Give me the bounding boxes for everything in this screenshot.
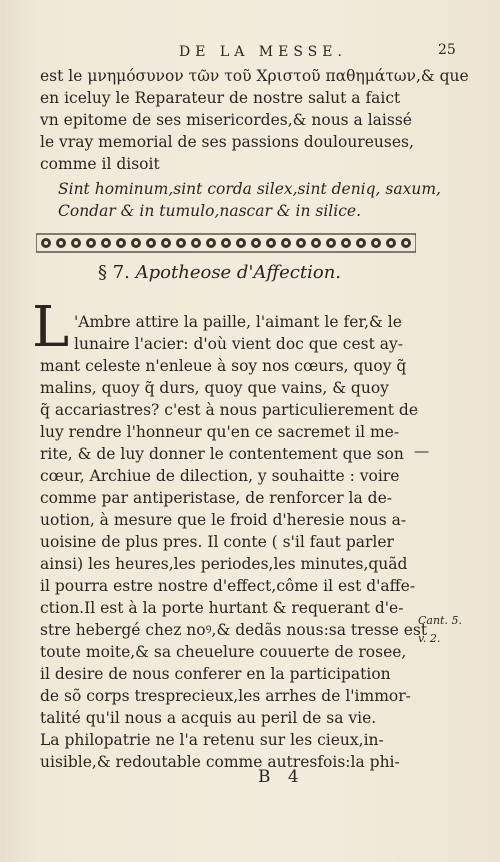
margin-note: v. 2. [418, 632, 441, 645]
text-line: ction.Il est à la porte hurtant & requerant d'e- [40, 599, 404, 617]
text-line: il desire de nous conferer en la participation [40, 665, 391, 683]
text-line: il pourra estre nostre d'effect,côme il est d'affe- [40, 577, 416, 595]
text-line: toute moite,& sa cheuelure couuerte de rosee, [40, 643, 407, 661]
text-line: La philopatrie ne l'a retenu sur les cieux,in- [40, 731, 384, 749]
text-line: mant celeste n'enleue à soy nos cœurs, quoy q̃ [40, 357, 407, 375]
section-number: § 7. [98, 262, 130, 283]
text-line: est le μνημόσυνον τῶν τοῦ Χριστοῦ παθημάτων,& que [40, 67, 469, 85]
text-line: cœur, Archiue de dilection, y souhaitte : voire [40, 467, 400, 485]
section-title: Apotheose d'Affection. [135, 262, 342, 283]
text-line: malins, quoy q̃ durs, quoy que vains, & quoy [40, 379, 389, 397]
ornamental-band [36, 232, 416, 254]
text-line: comme il disoit [40, 155, 160, 173]
signature-mark: B 4 [258, 767, 305, 787]
text-line: talité qu'il nous a acquis au peril de sa vie. [40, 709, 377, 727]
verse-line: Condar & in tumulo,nascar & in silice. [58, 202, 362, 220]
page-number: 25 [438, 42, 456, 58]
running-title: DE LA MESSE. [179, 44, 347, 60]
text-line: vn epitome de ses misericordes,& nous a laissé [40, 111, 412, 129]
text-line: comme par antiperistase, de renforcer la de- [40, 489, 392, 507]
text-line: en iceluy le Reparateur de nostre salut a faict [40, 89, 401, 107]
text-line: de sõ corps tresprecieux,les arrhes de l'immor- [40, 687, 411, 705]
text-line: uoisine de plus pres. Il conte ( s'il faut parler [40, 533, 394, 551]
text-line: uisible,& redoutable comme autresfois:la phi- [40, 753, 400, 771]
section-heading [98, 262, 341, 283]
text-line: ainsi) les heures,les periodes,les minutes,quãd [40, 555, 408, 573]
text-line: 'Ambre attire la paille, l'aimant le fer,& le [74, 313, 402, 331]
text-line: lunaire l'acier: d'où vient doc que cest ay- [74, 335, 403, 353]
text-line: uotion, à mesure que le froid d'heresie nous a- [40, 511, 407, 529]
verse-line: Sint hominum,sint corda silex,sint deniq, saxum, [58, 180, 441, 198]
text-line: rite, & de luy donner le contentement que son [40, 445, 404, 463]
drop-cap: L [32, 295, 70, 360]
text-line: stre hebergé chez noꝰ,& dedãs nous:sa tresse est [40, 621, 428, 639]
text-line: q̃ accariastres? c'est à nous particulierement de [40, 401, 419, 419]
margin-note: Cant. 5. [418, 614, 462, 627]
margin-dash: — [414, 442, 429, 460]
text-line: luy rendre l'honneur qu'en ce sacremet il me- [40, 423, 400, 441]
text-line: le vray memorial de ses passions douloureuses, [40, 133, 414, 151]
